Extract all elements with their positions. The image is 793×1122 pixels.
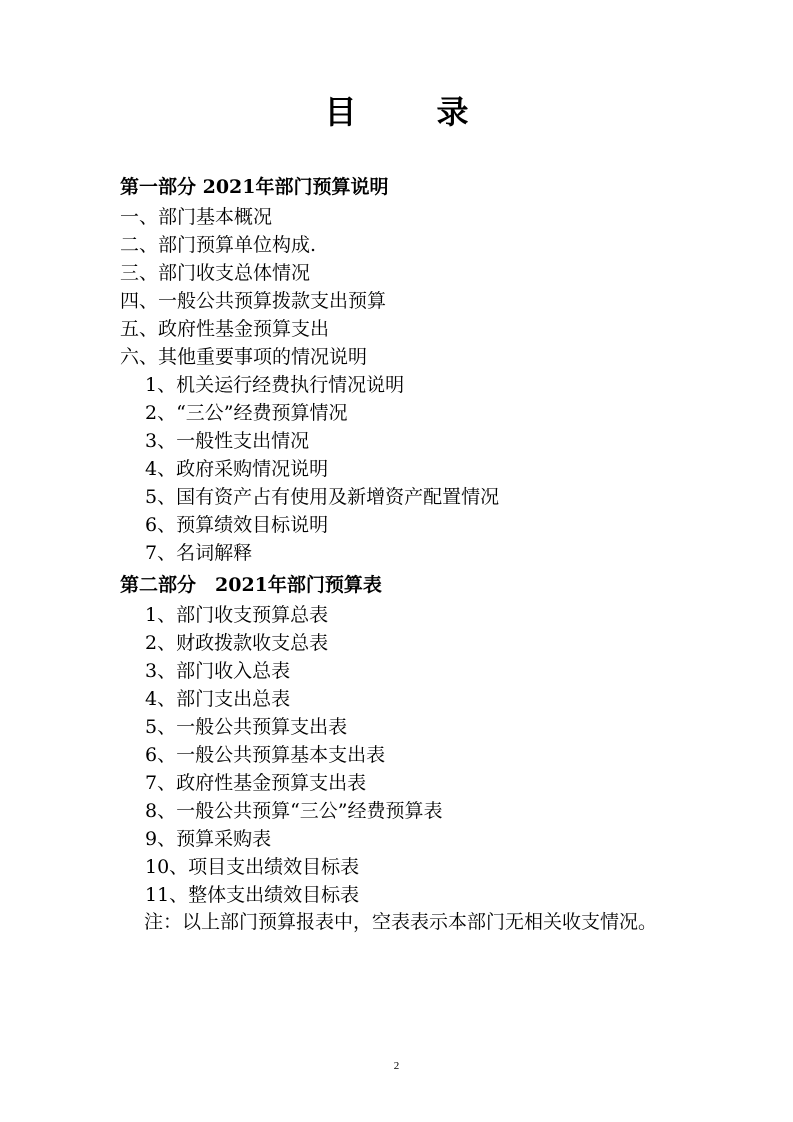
footnote: 注：以上部门预算报表中，空表表示本部门无相关收支情况。 [144,911,658,933]
toc-subitem-3[interactable]: 3、一般性支出情况 [145,430,310,452]
toc-subitem-5[interactable]: 5、国有资产占有使用及新增资产配置情况 [145,486,500,508]
part2-heading[interactable]: 第二部分 2021年部门预算表 [120,574,382,596]
toc-item-fund-budget[interactable]: 五、政府性基金预算支出 [120,318,330,340]
toc-item-general-budget[interactable]: 四、一般公共预算拨款支出预算 [120,290,387,312]
page-number: 2 [393,1060,400,1072]
toc-subitem-1[interactable]: 1、机关运行经费执行情况说明 [145,374,405,396]
toc-table-6[interactable]: 6、一般公共预算基本支出表 [145,744,386,766]
toc-table-2[interactable]: 2、财政拨款收支总表 [145,632,329,654]
toc-table-5[interactable]: 5、一般公共预算支出表 [145,716,348,738]
toc-item-unit-composition[interactable]: 二、部门预算单位构成. [120,234,317,256]
toc-table-3[interactable]: 3、部门收入总表 [145,660,291,682]
part1-heading[interactable]: 第一部分 2021年部门预算说明 [120,176,389,198]
toc-item-revenue-expenditure[interactable]: 三、部门收支总体情况 [120,262,311,284]
toc-table-11[interactable]: 11、整体支出绩效目标表 [145,884,360,906]
toc-subitem-6[interactable]: 6、预算绩效目标说明 [145,514,329,536]
page-title: 目 录 [324,93,493,131]
toc-subitem-7[interactable]: 7、名词解释 [145,542,253,564]
toc-table-4[interactable]: 4、部门支出总表 [145,688,291,710]
toc-subitem-4[interactable]: 4、政府采购情况说明 [145,458,329,480]
toc-item-basic-overview[interactable]: 一、部门基本概况 [120,206,273,228]
toc-table-8[interactable]: 8、一般公共预算“三公”经费预算表 [145,800,443,822]
toc-table-10[interactable]: 10、项目支出绩效目标表 [145,856,360,878]
toc-table-9[interactable]: 9、预算采购表 [145,828,272,850]
toc-subitem-2[interactable]: 2、“三公”经费预算情况 [145,402,348,424]
toc-table-7[interactable]: 7、政府性基金预算支出表 [145,772,367,794]
toc-item-other-matters[interactable]: 六、其他重要事项的情况说明 [120,346,368,368]
toc-table-1[interactable]: 1、部门收支预算总表 [145,604,329,626]
